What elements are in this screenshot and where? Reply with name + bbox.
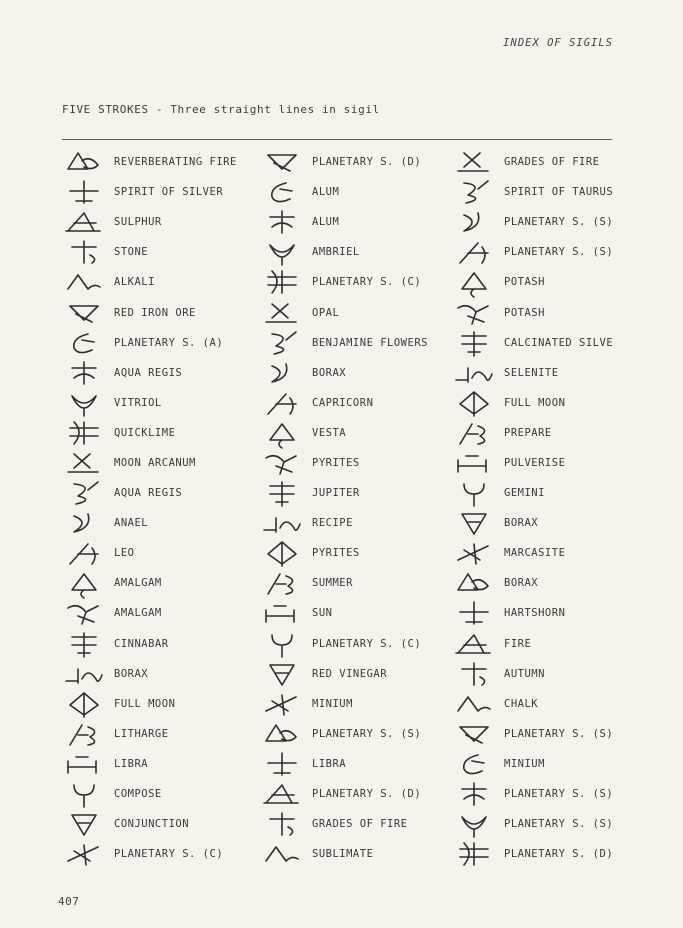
sigil-entry: [448, 719, 648, 749]
sigil-glyph-icon: [58, 148, 110, 176]
sigil-glyph-icon: [256, 599, 308, 627]
sigil-entry: [256, 689, 456, 719]
sigil-label: STONE: [114, 246, 149, 259]
sigil-label: POTASH: [504, 306, 545, 319]
sigil-entry: [58, 598, 258, 628]
sigil-entry: [58, 689, 258, 719]
sigil-label: PREPARE: [504, 426, 552, 439]
sigil-glyph-icon: [256, 238, 308, 266]
sigil-label: PLANETARY S. (D): [312, 788, 422, 801]
sigil-entry: [448, 538, 648, 568]
sigil-label: PULVERISE: [504, 456, 566, 469]
sigil-entry: [448, 147, 648, 177]
sigil-glyph-icon: [448, 359, 500, 387]
sigil-glyph-icon: [448, 840, 500, 868]
sigil-glyph-icon: [448, 539, 500, 567]
sigil-glyph-icon: [448, 329, 500, 357]
sigil-label: GEMINI: [504, 487, 545, 500]
sigil-glyph-icon: [58, 208, 110, 236]
sigil-entry: [448, 448, 648, 478]
section-title: FIVE STROKES - Three straight lines in sigil: [62, 103, 380, 116]
sigil-glyph-icon: [58, 569, 110, 597]
sigil-glyph-icon: [256, 268, 308, 296]
sigil-label: LITHARGE: [114, 727, 169, 740]
sigil-label: CALCINATED SILVE: [504, 336, 614, 349]
sigil-entry: [256, 809, 456, 839]
sigil-glyph-icon: [448, 509, 500, 537]
sigil-label: RED VINEGAR: [312, 667, 388, 680]
running-head: INDEX OF SIGILS: [503, 37, 613, 49]
sigil-label: PLANETARY S. (S): [504, 727, 614, 740]
sigil-label: AQUA REGIS: [114, 487, 183, 500]
sigil-label: FULL MOON: [504, 396, 566, 409]
sigil-label: BORAX: [312, 366, 347, 379]
sigil-glyph-icon: [58, 479, 110, 507]
sigil-entry: [256, 147, 456, 177]
sigil-glyph-icon: [58, 599, 110, 627]
sigil-entry: [448, 749, 648, 779]
sigil-entry: [58, 779, 258, 809]
sigil-label: AMALGAM: [114, 577, 162, 590]
sigil-glyph-icon: [58, 509, 110, 537]
sigil-label: PLANETARY S. (S): [504, 216, 614, 229]
sigil-glyph-icon: [58, 690, 110, 718]
sigil-glyph-icon: [58, 419, 110, 447]
sigil-label: PLANETARY S. (S): [312, 727, 422, 740]
sigil-entry: [58, 629, 258, 659]
sigil-entry: [448, 237, 648, 267]
sigil-column-2: [256, 147, 456, 869]
sigil-glyph-icon: [448, 690, 500, 718]
sigil-label: SUMMER: [312, 577, 353, 590]
sigil-label: POTASH: [504, 276, 545, 289]
sigil-glyph-icon: [58, 539, 110, 567]
sigil-entry: [256, 297, 456, 327]
sigil-glyph-icon: [58, 329, 110, 357]
sigil-glyph-icon: [256, 509, 308, 537]
sigil-glyph-icon: [448, 238, 500, 266]
sigil-entry: [58, 297, 258, 327]
sigil-label: FIRE: [504, 637, 532, 650]
page-number: 407: [58, 895, 80, 908]
sigil-label: PLANETARY S. (S): [504, 788, 614, 801]
sigil-glyph-icon: [256, 569, 308, 597]
sigil-glyph-icon: [58, 299, 110, 327]
sigil-entry: [448, 297, 648, 327]
sigil-glyph-icon: [58, 660, 110, 688]
sigil-entry: [448, 809, 648, 839]
sigil-glyph-icon: [256, 720, 308, 748]
sigil-label: SUN: [312, 607, 333, 620]
sigil-entry: [58, 478, 258, 508]
sigil-entry: [256, 749, 456, 779]
sigil-label: CHALK: [504, 697, 539, 710]
sigil-label: LIBRA: [114, 757, 149, 770]
sigil-glyph-icon: [58, 389, 110, 417]
sigil-entry: [256, 659, 456, 689]
sigil-label: BORAX: [504, 517, 539, 530]
sigil-glyph-icon: [448, 299, 500, 327]
sigil-label: PLANETARY S. (C): [312, 637, 422, 650]
sigil-glyph-icon: [448, 419, 500, 447]
sigil-glyph-icon: [448, 720, 500, 748]
sigil-label: PLANETARY S. (D): [504, 848, 614, 861]
sigil-entry: [58, 809, 258, 839]
sigil-glyph-icon: [256, 419, 308, 447]
sigil-glyph-icon: [256, 810, 308, 838]
sigil-glyph-icon: [58, 268, 110, 296]
sigil-entry: [448, 328, 648, 358]
sigil-glyph-icon: [256, 840, 308, 868]
sigil-glyph-icon: [58, 780, 110, 808]
sigil-entry: [448, 839, 648, 869]
sigil-label: AMALGAM: [114, 607, 162, 620]
sigil-glyph-icon: [448, 810, 500, 838]
sigil-glyph-icon: [448, 148, 500, 176]
sigil-entry: [58, 207, 258, 237]
sigil-glyph-icon: [256, 208, 308, 236]
sigil-glyph-icon: [256, 660, 308, 688]
sigil-label: CINNABAR: [114, 637, 169, 650]
sigil-label: SULPHUR: [114, 216, 162, 229]
sigil-label: ANAEL: [114, 517, 149, 530]
sigil-glyph-icon: [58, 178, 110, 206]
sigil-glyph-icon: [448, 449, 500, 477]
sigil-entry: [58, 418, 258, 448]
sigil-glyph-icon: [256, 750, 308, 778]
sigil-label: GRADES OF FIRE: [312, 818, 408, 831]
sigil-entry: [256, 237, 456, 267]
sigil-entry: [448, 568, 648, 598]
sigil-label: QUICKLIME: [114, 426, 176, 439]
sigil-label: CONJUNCTION: [114, 818, 190, 831]
sigil-entry: [448, 418, 648, 448]
sigil-glyph-icon: [448, 660, 500, 688]
sigil-label: VITRIOL: [114, 396, 162, 409]
sigil-entry: [256, 779, 456, 809]
sigil-label: AUTUMN: [504, 667, 545, 680]
sigil-entry: [448, 207, 648, 237]
horizontal-rule: [62, 139, 612, 140]
sigil-label: JUPITER: [312, 487, 360, 500]
sigil-entry: [448, 508, 648, 538]
sigil-glyph-icon: [448, 599, 500, 627]
sigil-glyph-icon: [58, 449, 110, 477]
sigil-glyph-icon: [256, 449, 308, 477]
sigil-glyph-icon: [256, 780, 308, 808]
sigil-entry: [448, 358, 648, 388]
sigil-glyph-icon: [58, 750, 110, 778]
sigil-label: RECIPE: [312, 517, 353, 530]
sigil-glyph-icon: [58, 359, 110, 387]
sigil-glyph-icon: [256, 389, 308, 417]
sigil-label: COMPOSE: [114, 788, 162, 801]
sigil-entry: [448, 388, 648, 418]
sigil-glyph-icon: [256, 359, 308, 387]
sigil-entry: [58, 538, 258, 568]
sigil-glyph-icon: [256, 690, 308, 718]
sigil-entry: [256, 508, 456, 538]
sigil-label: BORAX: [504, 577, 539, 590]
sigil-entry: [448, 598, 648, 628]
sigil-label: ALUM: [312, 216, 340, 229]
sigil-entry: [448, 779, 648, 809]
sigil-glyph-icon: [256, 178, 308, 206]
sigil-entry: [256, 598, 456, 628]
sigil-glyph-icon: [58, 238, 110, 266]
sigil-glyph-icon: [256, 479, 308, 507]
sigil-label: LEO: [114, 547, 135, 560]
sigil-label: SPIRIT OF TAURUS: [504, 186, 614, 199]
sigil-glyph-icon: [256, 299, 308, 327]
sigil-entry: [58, 147, 258, 177]
sigil-label: SELENITE: [504, 366, 559, 379]
sigil-label: MINIUM: [312, 697, 353, 710]
sigil-label: AQUA REGIS: [114, 366, 183, 379]
sigil-label: GRADES OF FIRE: [504, 156, 600, 169]
sigil-entry: [58, 358, 258, 388]
sigil-entry: [58, 388, 258, 418]
sigil-entry: [256, 358, 456, 388]
sigil-entry: [256, 719, 456, 749]
sigil-entry: [256, 568, 456, 598]
sigil-glyph-icon: [58, 720, 110, 748]
sigil-glyph-icon: [256, 630, 308, 658]
sigil-entry: [256, 478, 456, 508]
sigil-glyph-icon: [256, 329, 308, 357]
sigil-label: CAPRICORN: [312, 396, 374, 409]
sigil-label: PLANETARY S. (D): [312, 156, 422, 169]
sigil-label: PLANETARY S. (C): [312, 276, 422, 289]
sigil-label: MOON ARCANUM: [114, 456, 196, 469]
sigil-glyph-icon: [448, 389, 500, 417]
sigil-entry: [58, 568, 258, 598]
sigil-entry: [58, 177, 258, 207]
sigil-label: ALKALI: [114, 276, 155, 289]
sigil-glyph-icon: [448, 780, 500, 808]
sigil-entry: [58, 839, 258, 869]
sigil-glyph-icon: [448, 750, 500, 778]
sigil-label: LIBRA: [312, 757, 347, 770]
sigil-column-3: [448, 147, 648, 869]
sigil-glyph-icon: [256, 148, 308, 176]
sigil-entry: [256, 448, 456, 478]
sigil-label: REVERBERATING FIRE: [114, 156, 237, 169]
sigil-label: PLANETARY S. (S): [504, 818, 614, 831]
sigil-entry: [256, 177, 456, 207]
sigil-label: FULL MOON: [114, 697, 176, 710]
sigil-label: OPAL: [312, 306, 340, 319]
sigil-entry: [58, 237, 258, 267]
sigil-entry: [58, 659, 258, 689]
sigil-glyph-icon: [58, 840, 110, 868]
sigil-column-1: [58, 147, 258, 869]
sigil-label: BORAX: [114, 667, 149, 680]
sigil-entry: [256, 839, 456, 869]
sigil-glyph-icon: [448, 479, 500, 507]
sigil-label: SUBLIMATE: [312, 848, 374, 861]
sigil-glyph-icon: [448, 208, 500, 236]
sigil-entry: [256, 418, 456, 448]
sigil-entry: [58, 267, 258, 297]
sigil-entry: [58, 448, 258, 478]
sigil-entry: [256, 328, 456, 358]
sigil-entry: [448, 629, 648, 659]
sigil-label: PLANETARY S. (S): [504, 246, 614, 259]
sigil-label: MINIUM: [504, 757, 545, 770]
sigil-label: SPIRIT OF SILVER: [114, 186, 224, 199]
sigil-glyph-icon: [448, 630, 500, 658]
sigil-glyph-icon: [58, 810, 110, 838]
sigil-glyph-icon: [448, 569, 500, 597]
sigil-label: HARTSHORN: [504, 607, 566, 620]
sigil-label: AMBRIEL: [312, 246, 360, 259]
sigil-label: RED IRON ORE: [114, 306, 196, 319]
sigil-entry: [448, 689, 648, 719]
sigil-entry: [256, 388, 456, 418]
sigil-entry: [448, 659, 648, 689]
sigil-entry: [58, 719, 258, 749]
sigil-label: PYRITES: [312, 547, 360, 560]
sigil-label: ALUM: [312, 186, 340, 199]
sigil-entry: [58, 508, 258, 538]
sigil-glyph-icon: [58, 630, 110, 658]
sigil-glyph-icon: [448, 268, 500, 296]
sigil-label: PYRITES: [312, 456, 360, 469]
sigil-entry: [448, 177, 648, 207]
sigil-label: MARCASITE: [504, 547, 566, 560]
sigil-label: VESTA: [312, 426, 347, 439]
sigil-glyph-icon: [256, 539, 308, 567]
sigil-entry: [256, 207, 456, 237]
sigil-entry: [448, 478, 648, 508]
sigil-entry: [256, 629, 456, 659]
sigil-entry: [448, 267, 648, 297]
sigil-entry: [256, 538, 456, 568]
sigil-label: PLANETARY S. (C): [114, 848, 224, 861]
sigil-entry: [58, 749, 258, 779]
sigil-label: PLANETARY S. (A): [114, 336, 224, 349]
sigil-entry: [256, 267, 456, 297]
sigil-label: BENJAMINE FLOWERS: [312, 336, 428, 349]
sigil-glyph-icon: [448, 178, 500, 206]
sigil-entry: [58, 328, 258, 358]
